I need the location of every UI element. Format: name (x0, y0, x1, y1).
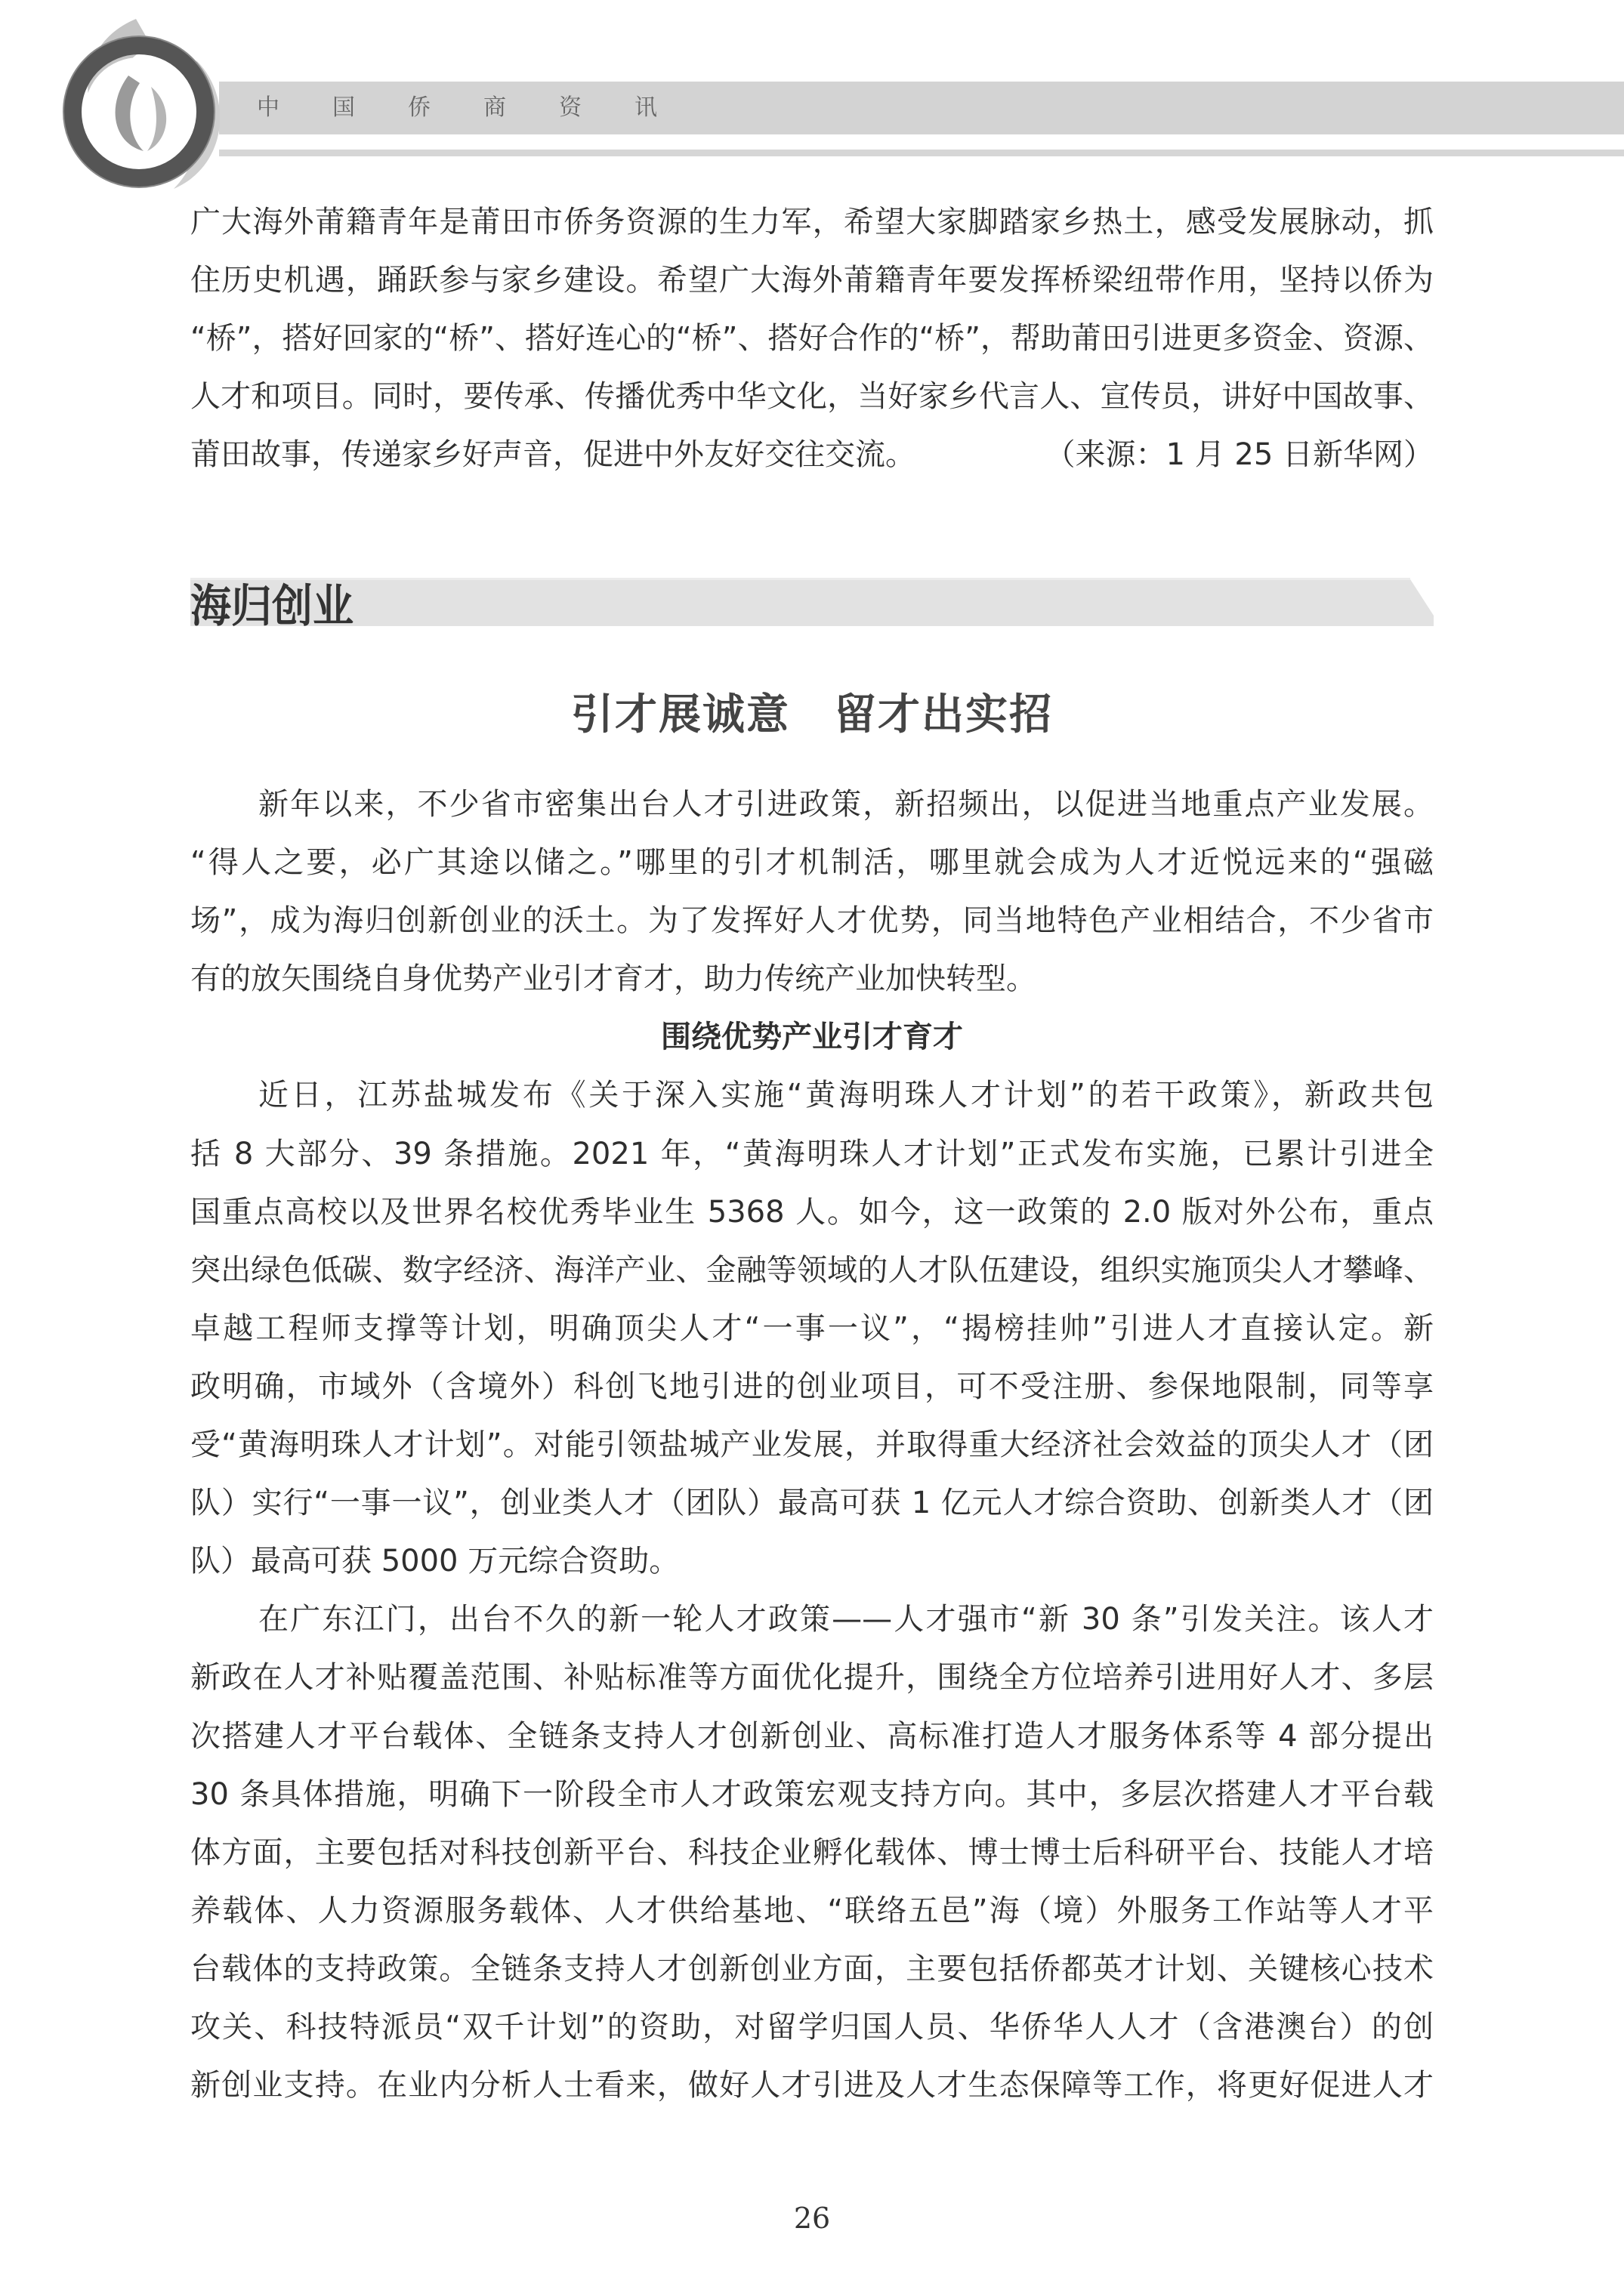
text-line: 卓越工程师支撑等计划，明确顶尖人才“一事一议”，“揭榜挂帅”引进人才直接认定。新 (190, 1310, 1434, 1346)
text-line: 体方面，主要包括对科技创新平台、科技企业孵化载体、博士博士后科研平台、技能人才培 (190, 1835, 1434, 1870)
text-line: 住历史机遇，踊跃参与家乡建设。希望广大海外莆籍青年要发挥桥梁纽带作用，坚持以侨为 (190, 263, 1434, 298)
text-line: “得人之要，必广其途以储之。”哪里的引才机制活，哪里就会成为人才近悦远来的“强磁 (190, 845, 1434, 881)
text-line: 养载体、人力资源服务载体、人才供给基地、“联络五邑”海（境）外服务工作站等人才平 (190, 1893, 1434, 1928)
header-stripe (219, 150, 1624, 156)
text-line: 30 条具体措施，明确下一阶段全市人才政策宏观支持方向。其中，多层次搭建人才平台载 (190, 1776, 1434, 1812)
section-label: 海归创业 (190, 579, 354, 633)
text-line: 广大海外莆籍青年是莆田市侨务资源的生力军，希望大家脚踏家乡热土，感受发展脉动，抓 (190, 205, 1434, 239)
text-line: 有的放矢围绕自身优势产业引才育才，助力传统产业加快转型。 (190, 961, 1036, 997)
text-line: 队）实行“一事一议”，创业类人才（团队）最高可获 1 亿元人才综合资助、创新类人才（团 (190, 1486, 1434, 1521)
text-line: “桥”，搭好回家的“桥”、搭好连心的“桥”、搭好合作的“桥”，帮助莆田引进更多资金、资源、 (190, 321, 1434, 356)
source-note: （来源：1 月 25 日新华网） (1045, 437, 1434, 473)
title-char: 资 (559, 94, 582, 121)
text-line: 在广东江门，出台不久的新一轮人才政策——人才强市“新 30 条”引发关注。该人才 (258, 1602, 1434, 1637)
subheading: 围绕优势产业引才育才 (661, 1020, 963, 1055)
article-body (190, 776, 1434, 2115)
section-header (190, 578, 1434, 633)
association-logo-icon (45, 15, 242, 196)
section-bar-shape (190, 578, 1434, 629)
title-char: 国 (332, 94, 355, 121)
title-char: 商 (483, 94, 506, 121)
text-line: 政明确，市域外（含境外）科创飞地引进的创业项目，可不受注册、参保地限制，同等享 (190, 1369, 1434, 1404)
text-line: 受“黄海明珠人才计划”。对能引领盐城产业发展，并取得重大经济社会效益的顶尖人才（团 (190, 1427, 1434, 1463)
text-line: 括 8 大部分、39 条措施。2021 年，“黄海明珠人才计划”正式发布实施，已累计引进全 (190, 1136, 1434, 1171)
text-line: 次搭建人才平台载体、全链条支持人才创新创业、高标准打造人才服务体系等 4 部分提出 (190, 1718, 1434, 1754)
text-line: 新年以来，不少省市密集出台人才引进政策，新招频出，以促进当地重点产业发展。 (258, 787, 1434, 822)
text-line: 突出绿色低碳、数字经济、海洋产业、金融等领域的人才队伍建设，组织实施顶尖人才攀峰、 (190, 1252, 1434, 1288)
title-char: 中 (257, 94, 279, 121)
title-char: 讯 (634, 94, 657, 121)
text-line: 场”，成为海归创新创业的沃土。为了发挥好人才优势，同当地特色产业相结合，不少省市 (190, 903, 1434, 939)
publication-title (257, 89, 710, 127)
text-line: 国重点高校以及世界名校优秀毕业生 5368 人。如今，这一政策的 2.0 版对外公布，重点 (190, 1194, 1434, 1230)
page-number: 26 (793, 2202, 831, 2235)
article-title: 引才展诚意 留才出实招 (571, 690, 1053, 739)
text-line: 攻关、科技特派员“双千计划”的资助，对留学归国人员、华侨华人人才（含港澳台）的创 (190, 2009, 1434, 2045)
text-line: 新创业支持。在业内分析人士看来，做好人才引进及人才生态保障等工作，将更好促进人才 (190, 2068, 1434, 2103)
text-line: 新政在人才补贴覆盖范围、补贴标准等方面优化提升，围绕全方位培养引进用好人才、多层 (190, 1660, 1434, 1696)
text-line: 近日，江苏盐城发布《关于深入实施“黄海明珠人才计划”的若干政策》，新政共包 (258, 1078, 1434, 1113)
text-line: 台载体的支持政策。全链条支持人才创新创业方面，主要包括侨都英才计划、关键核心技术 (190, 1951, 1434, 1986)
text-line: 队）最高可获 5000 万元综合资助。 (190, 1544, 680, 1579)
text-line: 人才和项目。同时，要传承、传播优秀中华文化，当好家乡代言人、宣传员，讲好中国故事、 (190, 379, 1434, 415)
title-char: 侨 (408, 94, 431, 121)
text-line: 莆田故事，传递家乡好声音，促进中外友好交往交流。 (190, 437, 915, 473)
intro-paragraph (190, 193, 1434, 484)
